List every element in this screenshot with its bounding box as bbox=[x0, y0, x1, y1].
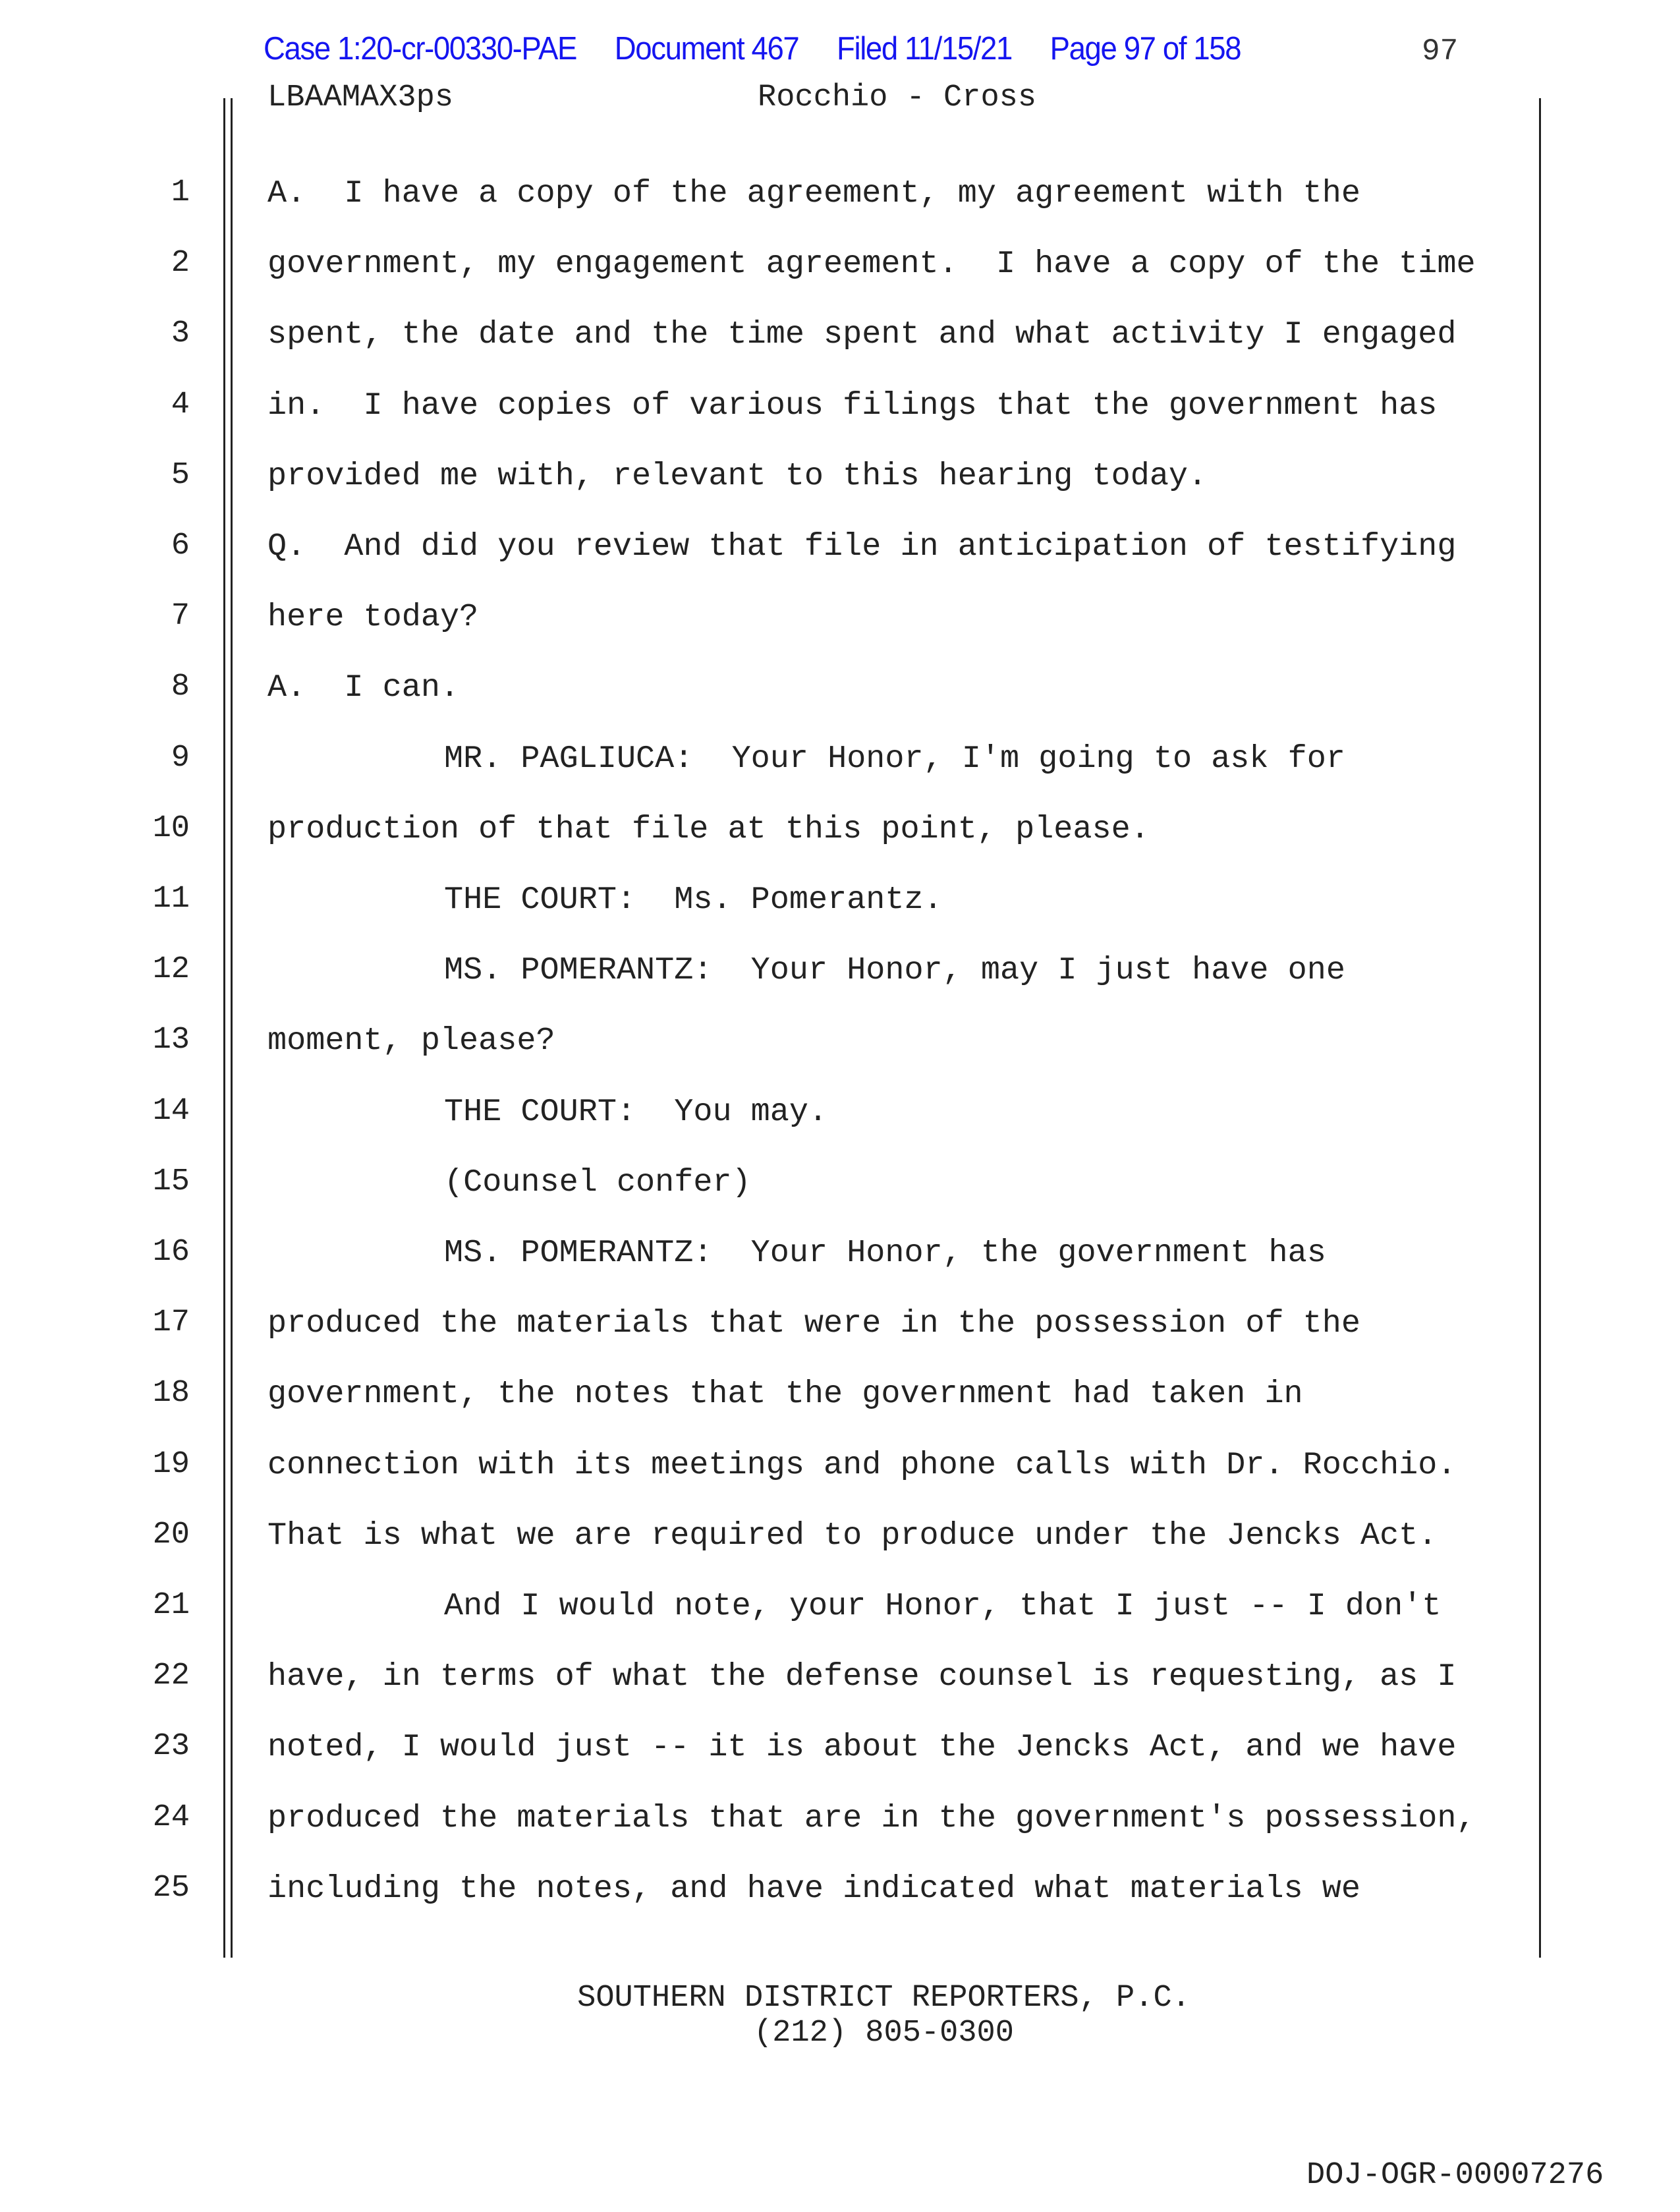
bates-number: DOJ-OGR-00007276 bbox=[1306, 2158, 1604, 2193]
line-number: 3 bbox=[171, 316, 190, 352]
line-number: 21 bbox=[152, 1588, 190, 1623]
right-margin-rule bbox=[1539, 98, 1541, 1958]
transcript-line: A. I have a copy of the agreement, my agreement with the bbox=[267, 175, 1360, 212]
transcript-line: produced the materials that were in the possession of the bbox=[267, 1305, 1360, 1342]
transcript-line: spent, the date and the time spent and what activity I engaged bbox=[267, 316, 1457, 353]
reporter-phone: (212) 805-0300 bbox=[754, 2016, 1014, 2051]
transcript-line: production of that file at this point, please. bbox=[267, 810, 1150, 847]
transcript-line: government, the notes that the government had taken in bbox=[267, 1376, 1303, 1413]
case-number: Case 1:20-cr-00330-PAE bbox=[264, 31, 577, 67]
line-number: 19 bbox=[152, 1446, 190, 1482]
transcript-code: LBAAMAX3ps bbox=[267, 80, 454, 115]
transcript-line: And I would note, your Honor, that I just -- I don't bbox=[444, 1588, 1442, 1624]
line-number: 2 bbox=[171, 246, 190, 281]
left-margin-rule-outer bbox=[223, 98, 225, 1958]
transcript-line: Q. And did you review that file in anticipation of testifying bbox=[267, 528, 1457, 565]
line-number: 5 bbox=[171, 457, 190, 493]
line-number: 20 bbox=[152, 1517, 190, 1552]
line-number: 18 bbox=[152, 1376, 190, 1411]
transcript-line: MS. POMERANTZ: Your Honor, the government has bbox=[444, 1235, 1326, 1271]
transcript-line: connection with its meetings and phone calls with Dr. Rocchio. bbox=[267, 1446, 1457, 1483]
transcript-line: government, my engagement agreement. I have a copy of the time bbox=[267, 246, 1476, 283]
line-number: 24 bbox=[152, 1800, 190, 1835]
filed-date: Filed 11/15/21 bbox=[837, 31, 1012, 67]
court-filing-stamp bbox=[264, 30, 1241, 67]
transcript-line: (Counsel confer) bbox=[444, 1164, 751, 1201]
line-number: 25 bbox=[152, 1870, 190, 1906]
transcript-line: including the notes, and have indicated what materials we bbox=[267, 1870, 1360, 1907]
reporter-name: SOUTHERN DISTRICT REPORTERS, P.C. bbox=[577, 1981, 1190, 2016]
page-of: Page 97 of 158 bbox=[1050, 31, 1241, 67]
left-margin-rule-inner bbox=[231, 98, 233, 1958]
transcript-line: That is what we are required to produce under the Jencks Act. bbox=[267, 1517, 1438, 1554]
line-number: 4 bbox=[171, 387, 190, 422]
line-number: 22 bbox=[152, 1659, 190, 1694]
transcript-line: here today? bbox=[267, 599, 479, 636]
document-number: Document 467 bbox=[614, 31, 799, 67]
transcript-section-title: Rocchio - Cross bbox=[758, 80, 1037, 115]
transcript-line: moment, please? bbox=[267, 1023, 555, 1060]
line-number: 12 bbox=[152, 952, 190, 988]
line-number: 7 bbox=[171, 599, 190, 635]
line-number: 17 bbox=[152, 1305, 190, 1341]
transcript-page-number: 97 bbox=[1422, 34, 1459, 69]
line-number: 6 bbox=[171, 528, 190, 563]
line-number: 13 bbox=[152, 1023, 190, 1058]
transcript-line: provided me with, relevant to this hearing today. bbox=[267, 457, 1208, 494]
line-number: 14 bbox=[152, 1093, 190, 1129]
line-number: 23 bbox=[152, 1729, 190, 1765]
line-number: 10 bbox=[152, 810, 190, 846]
line-number: 11 bbox=[152, 882, 190, 917]
transcript-line: noted, I would just -- it is about the Jencks Act, and we have bbox=[267, 1729, 1457, 1766]
line-number: 15 bbox=[152, 1164, 190, 1199]
transcript-line: MS. POMERANTZ: Your Honor, may I just have one bbox=[444, 952, 1345, 989]
line-number: 1 bbox=[171, 175, 190, 210]
transcript-line: produced the materials that are in the government's possession, bbox=[267, 1800, 1476, 1836]
transcript-line: have, in terms of what the defense counsel is requesting, as I bbox=[267, 1659, 1457, 1695]
line-number: 16 bbox=[152, 1235, 190, 1270]
line-number: 8 bbox=[171, 669, 190, 705]
transcript-line: in. I have copies of various filings that the government has bbox=[267, 387, 1438, 424]
transcript-line: THE COURT: You may. bbox=[444, 1093, 828, 1130]
transcript-line: THE COURT: Ms. Pomerantz. bbox=[444, 882, 943, 918]
transcript-line: A. I can. bbox=[267, 669, 460, 706]
line-number: 9 bbox=[171, 740, 190, 776]
transcript-line: MR. PAGLIUCA: Your Honor, I'm going to ask for bbox=[444, 740, 1345, 777]
